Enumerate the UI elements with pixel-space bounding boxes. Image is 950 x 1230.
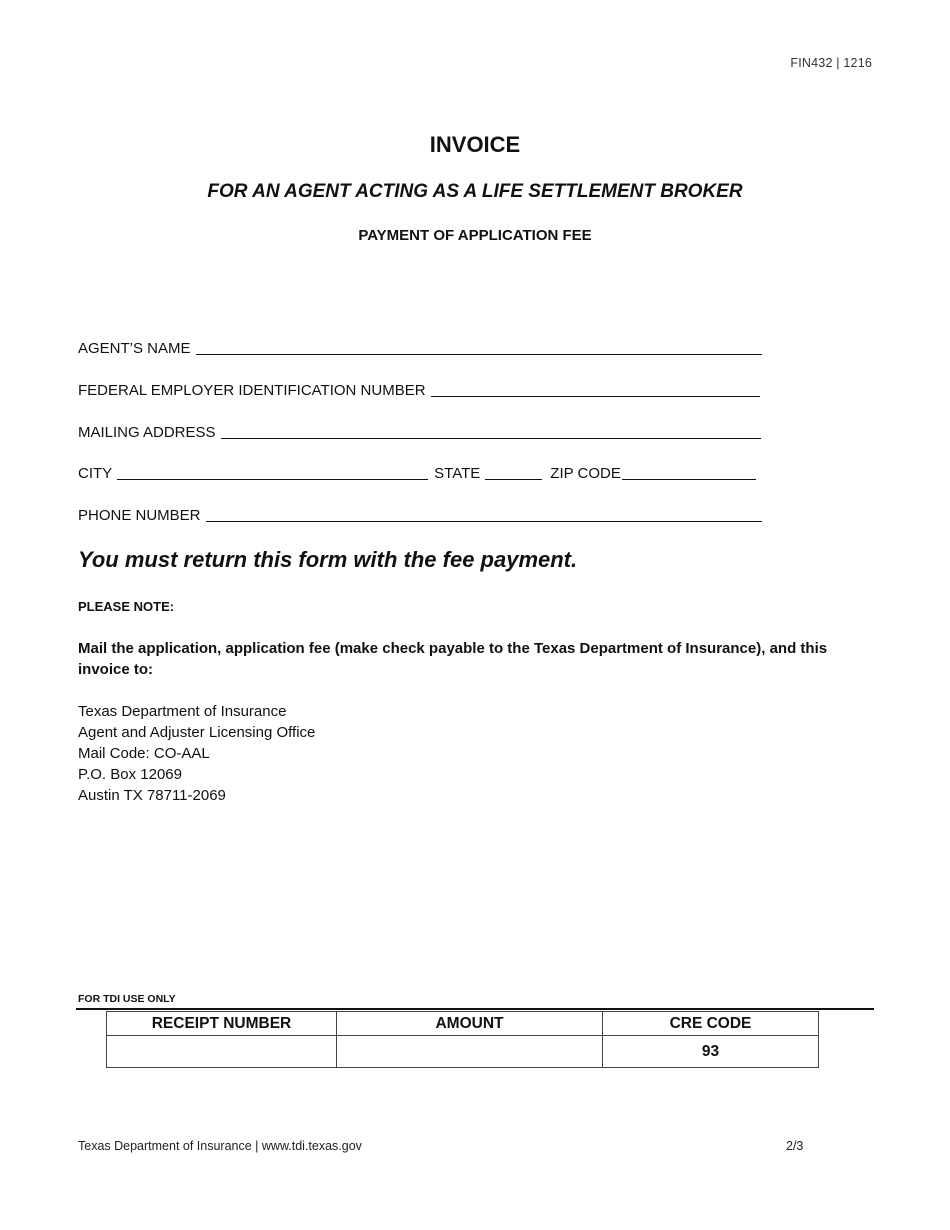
receipt-number-header: RECEIPT NUMBER bbox=[107, 1012, 337, 1036]
agent-name-row bbox=[78, 340, 762, 357]
page-number: 2/3 bbox=[786, 1139, 804, 1153]
tdi-use-label: FOR TDI USE ONLY bbox=[78, 993, 176, 1005]
city-field[interactable] bbox=[117, 465, 428, 480]
address-line: Austin TX 78711-2069 bbox=[78, 787, 226, 804]
page-title: INVOICE bbox=[429, 132, 521, 157]
address-line: Mail Code: CO-AAL bbox=[78, 745, 210, 762]
fein-field[interactable] bbox=[431, 382, 760, 397]
phone-row bbox=[78, 507, 762, 524]
tdi-use-table bbox=[106, 1011, 819, 1068]
address-line: P.O. Box 12069 bbox=[78, 766, 182, 783]
address-line: Agent and Adjuster Licensing Office bbox=[78, 724, 316, 741]
please-note-heading: PLEASE NOTE: bbox=[78, 599, 175, 614]
mail-instructions: Mail the application, application fee (make check payable to the Texas Department of Insurance), and this invoice to: bbox=[78, 640, 828, 678]
cre-code-cell: 93 bbox=[603, 1036, 819, 1068]
fein-row bbox=[78, 382, 760, 399]
address-line: Texas Department of Insurance bbox=[78, 703, 287, 720]
state-field[interactable] bbox=[485, 465, 542, 480]
footer-text: Texas Department of Insurance | www.tdi.texas.gov bbox=[78, 1139, 362, 1153]
city-state-zip-row bbox=[78, 465, 756, 482]
city-label: CITY bbox=[78, 465, 113, 482]
zip-label: ZIP CODE bbox=[550, 465, 621, 482]
divider bbox=[76, 1008, 874, 1010]
amount-header: AMOUNT bbox=[337, 1012, 603, 1036]
phone-field[interactable] bbox=[206, 507, 762, 522]
agent-name-label: AGENT’S NAME bbox=[78, 340, 191, 357]
cre-code-header: CRE CODE bbox=[603, 1012, 819, 1036]
table-row bbox=[107, 1036, 819, 1068]
state-label: STATE bbox=[434, 465, 481, 482]
mailing-address-label: MAILING ADDRESS bbox=[78, 424, 216, 441]
receipt-number-cell[interactable] bbox=[107, 1036, 337, 1068]
page-subtitle: FOR AN AGENT ACTING AS A LIFE SETTLEMENT BROKER bbox=[207, 181, 743, 202]
mailing-address-block bbox=[78, 701, 315, 806]
table-header-row bbox=[107, 1012, 819, 1036]
fein-label: FEDERAL EMPLOYER IDENTIFICATION NUMBER bbox=[78, 382, 426, 399]
agent-name-field[interactable] bbox=[196, 340, 762, 355]
mailing-address-row bbox=[78, 424, 761, 441]
form-id: FIN432 | 1216 bbox=[790, 56, 872, 70]
page-subsubtitle: PAYMENT OF APPLICATION FEE bbox=[358, 227, 592, 244]
phone-label: PHONE NUMBER bbox=[78, 507, 201, 524]
zip-field[interactable] bbox=[622, 465, 756, 480]
mailing-address-field[interactable] bbox=[221, 424, 761, 439]
amount-cell[interactable] bbox=[337, 1036, 603, 1068]
return-notice: You must return this form with the fee payment. bbox=[78, 547, 578, 572]
